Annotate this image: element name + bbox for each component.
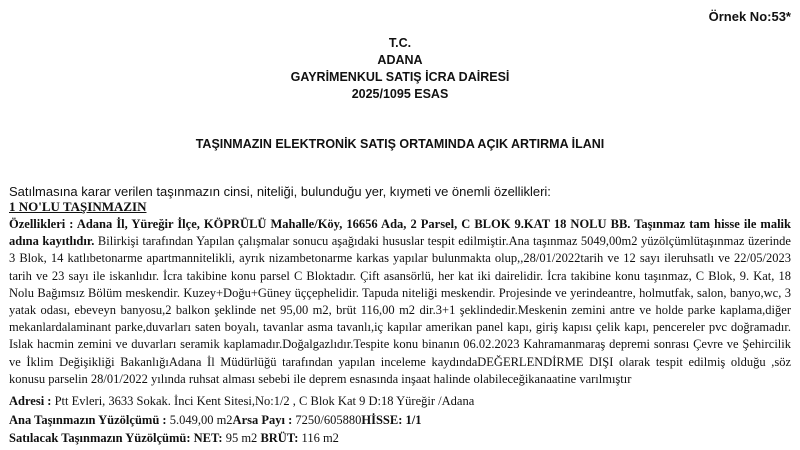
area-label: Ana Taşınmazın Yüzölçümü : <box>9 413 170 427</box>
sale-area-label: Satılacak Taşınmazın Yüzölçümü: <box>9 431 194 445</box>
features-description: Bilirkişi tarafından Yapılan çalışmalar sonucu aşağıdaki hususlar tespit edilmiştir.Ana taşınmaz 5049,00m2 yüzölçümlütaşınmaz üzerinde 3 Blok, 14 katlıbetonarme apartmannitelikli, ayrık nizambetonarme karkas yapılar bulunmakta olup,,28/01/2022tarih ve 12 sayı ileruhsatlı ve 22/05/2023 tarih ve 23 sayı ile iskanlıdır. İcra takibine konu parsel C Bloktadır. Çift asansörlü, her kat iki dairelidir. İcra takibine konu taşınmaz, C Blok, 9. Kat, 18 Nolu Bağımsız Bölüm meskendir. Kuzey+Doğu+Güney üççephelidir. Tapuda niteliği meskendir. Projesinde ve yerindeantre, holmutfak, salon, banyo,wc, 3 yatak odası, ebeveyn banyosu,2 balkon şeklinde net 95,00 m2, brüt 116,00 m2 dir.3+1 şeklindedir.Meskenin zemini antre ve holde parke kaplama,diğer mekanlardalaminant parke,duvarları saten boyalı, tavanlar asma tavanlı,iç kapılar amerikan panel kapı, giriş kapısı çelik kapı, pencereler pvc doğramadır. Islak hacmin zemini ve duvarları seramik kaplamadır.Doğalgazlıdır.Tespite konu binanın 06.02.2023 Kahramanmaraş depremi sonrası Çevre ve Şehircilik ve İklim Değişikliği BakanlığıAdana İl Müdürlüğü tarafından yapılan inceleme kaydındaDEĞERLENDİRME DIŞI olarak tespit edilmiş olduğu ,söz konusu parselin 28/01/2022 yılında ruhsat alması sebebi ile deprem esnasında inşaat halinde olabileceğikanaatine varılmıştır <box>9 234 791 386</box>
area-line <box>9 413 421 428</box>
features-label: Özellikleri : <box>9 217 77 231</box>
header-file-no: 2025/1095 ESAS <box>351 87 449 101</box>
area-value: 5.049,00 m2 <box>169 413 233 427</box>
header-office: GAYRİMENKUL SATIŞ İCRA DAİRESİ <box>290 70 510 84</box>
notice-title: TAŞINMAZIN ELEKTRONİK SATIŞ ORTAMINDA AÇIK ARTIRMA İLANI <box>195 137 605 151</box>
share-value: 7250/605880 <box>295 413 362 427</box>
features-bold: Adana İl, Yüreğir İlçe, KÖPRÜLÜ Mahalle/Köy, 16656 Ada, 2 Parsel, C BLOK 9.KAT 18 NOLU BB. Taşınmaz tam hisse ile malik adına kayıtlıdır. <box>9 217 791 249</box>
header-city: ADANA <box>377 53 423 67</box>
brut-value: 116 m2 <box>301 431 339 445</box>
lot-title: 1 NO'LU TAŞINMAZIN <box>9 199 147 214</box>
address-line <box>9 394 474 409</box>
share-label: Arsa Payı : <box>232 413 296 427</box>
lot-features <box>9 216 791 388</box>
sample-number: Örnek No:53* <box>708 9 791 24</box>
intro-text: Satılmasına karar verilen taşınmazın cinsi, niteliği, bulunduğu yer, kıymeti ve önemli özellikleri: <box>9 184 551 199</box>
brut-label: BRÜT: <box>257 431 302 445</box>
net-label: NET: <box>193 431 226 445</box>
address-value: Ptt Evleri, 3633 Sokak. İnci Kent Sitesi,No:1/2 , C Blok Kat 9 D:18 Yüreğir /Adana <box>54 394 475 408</box>
hisse-label: HİSSE: <box>361 413 406 427</box>
hisse-value: 1/1 <box>405 413 422 427</box>
sale-area-line <box>9 431 339 446</box>
header-tc: T.C. <box>388 36 412 50</box>
address-label: Adresi : <box>9 394 55 408</box>
net-value: 95 m2 <box>225 431 258 445</box>
